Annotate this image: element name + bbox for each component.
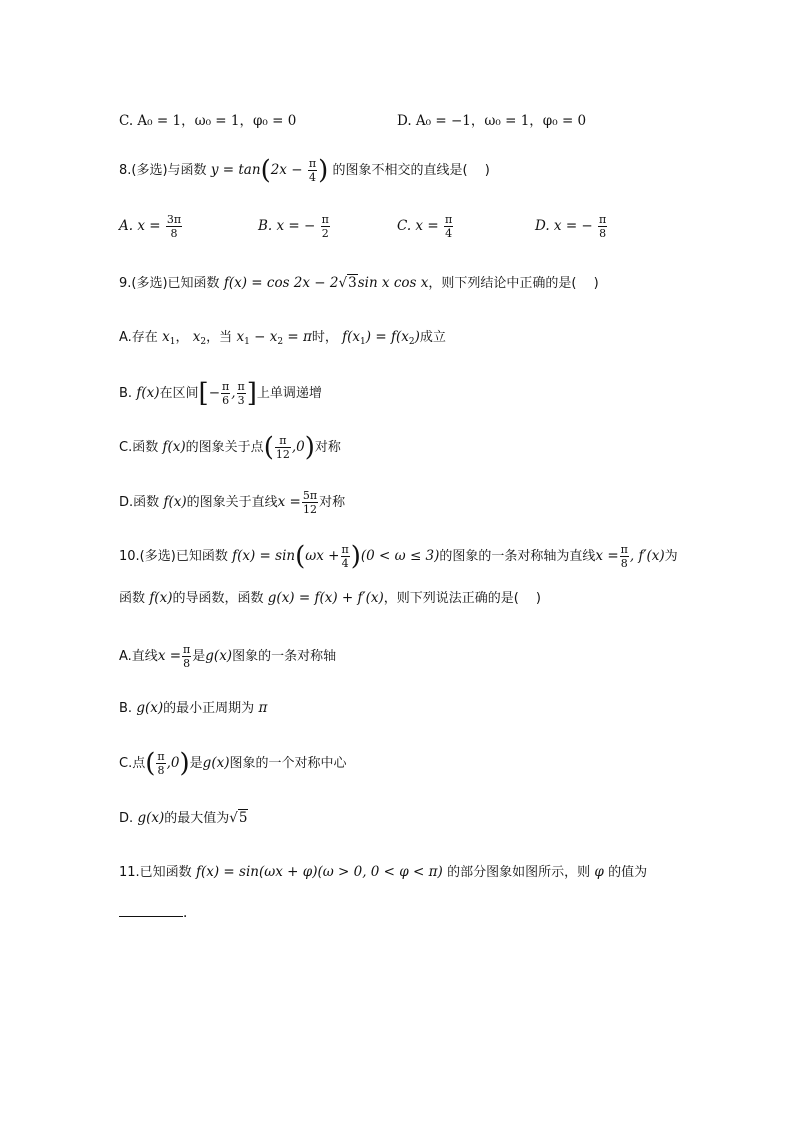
q9-b-t1: B. xyxy=(119,386,133,401)
q8-option-d-label: D. x = − xyxy=(535,218,593,234)
q11-suffix: 的部分图象如图所示，则 xyxy=(447,865,591,880)
q8-option-b-label: B. x = − xyxy=(258,218,316,234)
q10-mid: 的图象的一条对称轴为直线 xyxy=(439,549,596,564)
q8-d-num: π xyxy=(599,213,607,226)
q8-option-a xyxy=(119,213,183,240)
q10-c-t2: 是 xyxy=(189,756,203,771)
q10-option-a: A.直线x = $\frac{\pi}{8}$ 是g(x)图象的一条对称轴 xyxy=(119,643,337,670)
q10-b-t1: B. xyxy=(119,701,133,716)
q8-suffix: 的图象不相交的直线是( ) xyxy=(332,163,490,178)
q10-c-t3: 图象的一个对称中心 xyxy=(229,756,347,771)
q9-c-t1: C.函数 xyxy=(119,440,159,455)
q9-c-t2: 的图象关于点 xyxy=(185,440,264,455)
q10-l2a: 函数 xyxy=(119,591,146,606)
q10-stem-line2: 函数 f(x)的导函数，函数 g(x) = f(x) + f′(x)，则下列说法正确的是( ) xyxy=(119,590,541,606)
q10-l2b: 的导函数，函数 xyxy=(172,591,264,606)
q9-d-t2: 的图象关于直线 xyxy=(186,495,278,510)
q9-sqrt: √3 xyxy=(338,275,357,291)
q10-b-t2: 的最小正周期为 xyxy=(163,701,255,716)
q10-l2c: ，则下列说法正确的是( ) xyxy=(383,591,541,606)
q9-a-t3: ，当 xyxy=(206,330,233,345)
q8-prefix: 8.(多选)与函数 xyxy=(119,163,207,178)
q9-func-tail: sin x cos x xyxy=(357,275,429,291)
q11-func: f(x) = sin(ωx + φ)(ω > 0, 0 < φ < π) xyxy=(195,864,443,880)
q9-option-a: A.存在 $x_1$， $x_2$，当 $x_1 - x_2 = \pi$时， $f(x_1) = f(x_2)$成立 xyxy=(119,329,446,347)
q7-option-d-text: D. A₀ = −1，ω₀ = 1，φ₀ = 0 xyxy=(397,113,587,129)
q8-option-c xyxy=(397,213,454,240)
q10-c-t1: C.点 xyxy=(119,756,146,771)
q7-option-c-text: C. A₀ = 1，ω₀ = 1，φ₀ = 0 xyxy=(119,113,297,129)
q9-prefix: 9.(多选)已知函数 xyxy=(119,276,220,291)
q10-a-t3: 图象的一条对称轴 xyxy=(232,649,337,664)
q7-option-c xyxy=(119,109,296,129)
q8-rparen: ) xyxy=(318,155,329,186)
q10-a-t1: A.直线 xyxy=(119,649,158,664)
q10-tail: 为 xyxy=(664,549,678,564)
q9-a-t1: A.存在 xyxy=(119,330,158,345)
q8-stem xyxy=(119,157,490,184)
q8-b-den: 2 xyxy=(321,227,329,240)
q9-a-t4: 时， xyxy=(311,330,338,345)
q9-suffix: ，则下列结论中正确的是( ) xyxy=(428,276,599,291)
q8-a-num: 3π xyxy=(166,213,182,226)
q10-option-d: D. g(x)的最大值为√5 xyxy=(119,810,248,826)
q8-c-den: 4 xyxy=(445,227,453,240)
q10-stem-line1: 10.(多选)已知函数 f(x) = sin(ωx + $\frac{\pi}{4}$ )(0 < ω ≤ 3)的图象的一条对称轴为直线x = $\frac{\pi}{8}$ , f′(x)为 xyxy=(119,541,678,572)
q9-sqrt-val: 3 xyxy=(348,275,357,291)
q9-c-t3: 对称 xyxy=(314,440,341,455)
q9-a-t2: ， xyxy=(175,330,189,345)
q10-cond: (0 < ω ≤ 3) xyxy=(360,548,440,564)
answer-blank[interactable] xyxy=(119,904,183,917)
q7-option-d xyxy=(397,109,586,129)
q11-prefix: 11.已知函数 xyxy=(119,865,192,880)
q9-b-t2: 在区间 xyxy=(159,386,199,401)
q8-option-a-label: A. x = xyxy=(119,218,161,234)
q9-stem xyxy=(119,275,599,292)
q9-option-d: D.函数 f(x)的图象关于直线x = $\frac{5\pi}{12}$ 对称 xyxy=(119,489,346,516)
q10-option-c: C.点( $\frac{\pi}{8}$ ,0)是g(x)图象的一个对称中心 xyxy=(119,748,347,779)
q8-option-d xyxy=(535,213,608,240)
q9-a-t5: 成立 xyxy=(419,330,446,345)
q9-option-b: B. f(x)在区间[− $\frac{\pi}{6}$ , $\frac{\pi}{3}$ ]上单调递增 xyxy=(119,378,322,409)
q11-suffix2: 的值为 xyxy=(608,865,648,880)
q8-a-den: 8 xyxy=(170,227,178,240)
q8-d-den: 8 xyxy=(599,227,607,240)
q9-d-t1: D.函数 xyxy=(119,495,160,510)
q10-option-b: B. g(x)的最小正周期为 π xyxy=(119,700,268,716)
q9-option-c: C.函数 f(x)的图象关于点( $\frac{\pi}{12}$ ,0)对称 xyxy=(119,432,341,463)
q8-b-num: π xyxy=(321,213,329,226)
q8-frac: $\frac{\pi}{4}$ xyxy=(308,157,317,184)
q10-d-t1: D. xyxy=(119,811,134,826)
q10-d-t2: 的最大值为 xyxy=(164,811,230,826)
q9-b-t3: 上单调递增 xyxy=(256,386,322,401)
q8-inner: 2x − xyxy=(270,162,303,178)
q11-stem: 11.已知函数 f(x) = sin(ωx + φ)(ω > 0, 0 < φ < π) 的部分图象如图所示，则 φ 的值为 xyxy=(119,864,648,880)
q8-lparen: ( xyxy=(260,155,271,186)
q8-option-b xyxy=(258,213,331,240)
q9-func: f(x) = cos 2x − 2 xyxy=(223,275,339,291)
q8-c-num: π xyxy=(444,213,453,226)
q10-a-t2: 是 xyxy=(192,649,206,664)
q8-func: y = tan xyxy=(210,162,261,178)
q10-prefix: 10.(多选)已知函数 xyxy=(119,549,228,564)
q11-end: . xyxy=(183,905,188,921)
q8-option-c-label: C. x = xyxy=(397,218,439,234)
q9-d-t3: 对称 xyxy=(319,495,346,510)
q11-answer-line xyxy=(119,904,187,921)
